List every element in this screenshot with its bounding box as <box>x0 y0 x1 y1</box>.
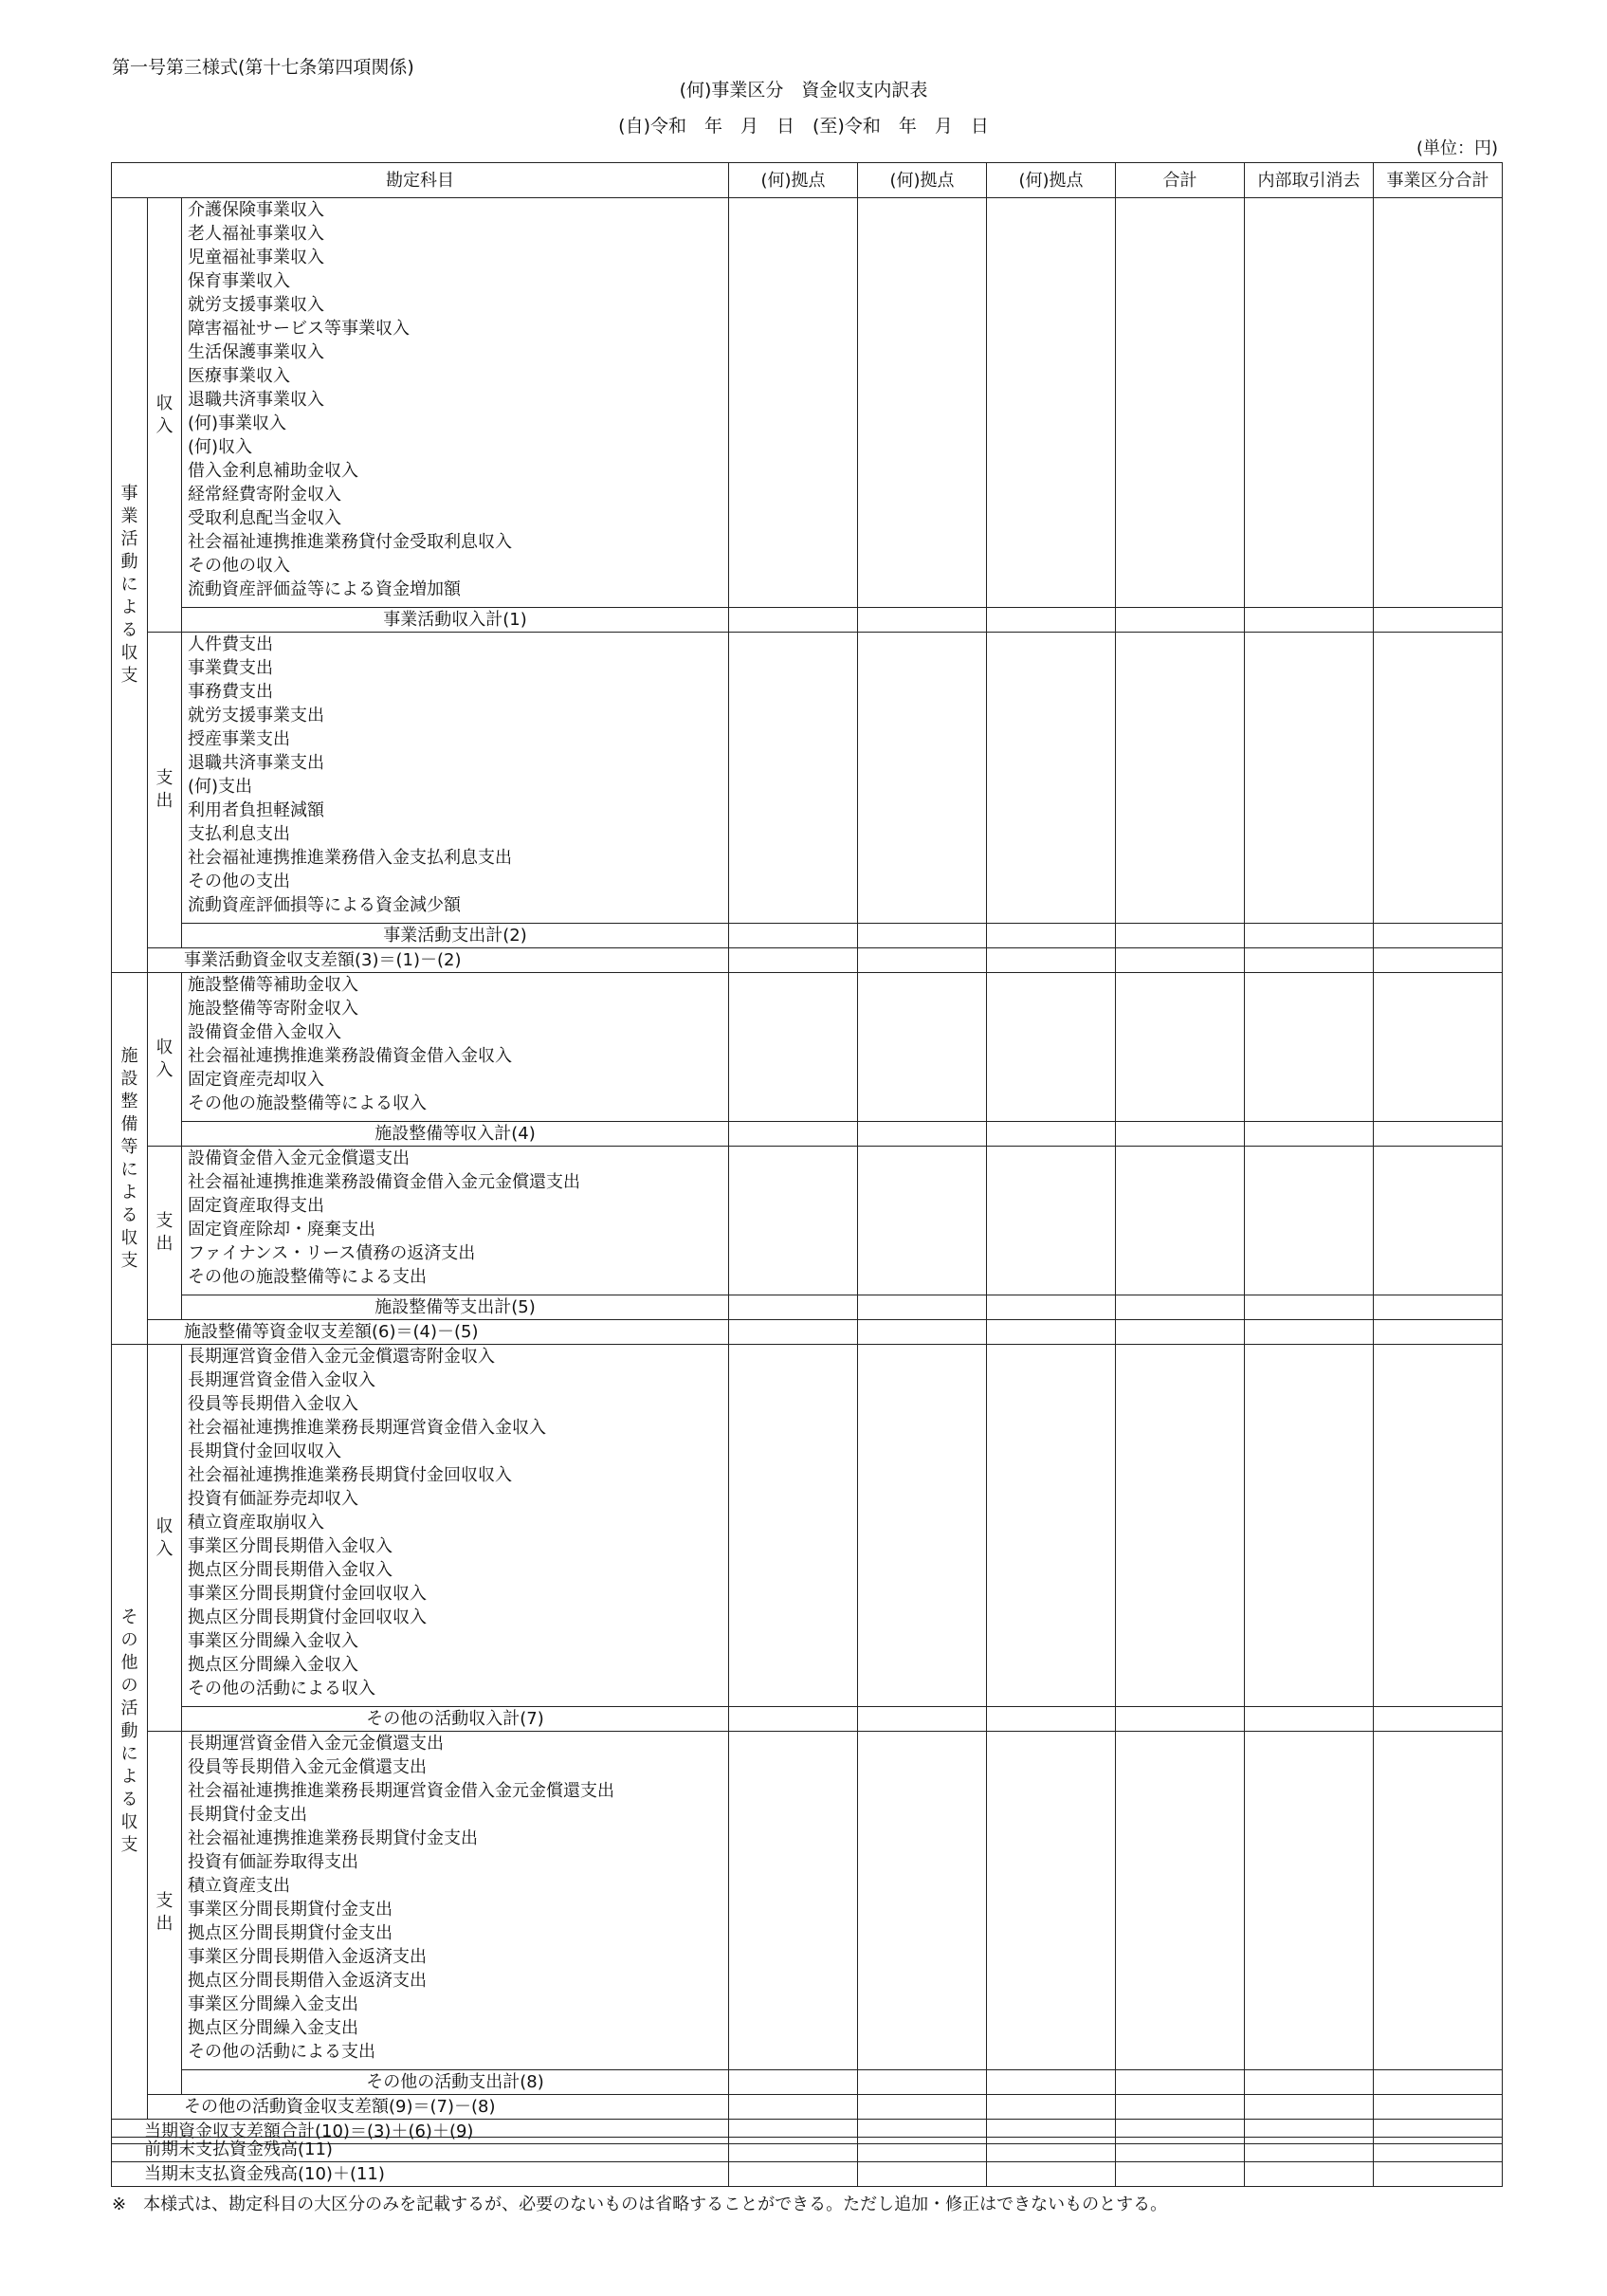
account-item: 事業区分間長期貸付金回収収入 <box>188 1584 427 1604</box>
account-item: 保育事業収入 <box>188 271 290 291</box>
amount-cell <box>858 1122 987 1147</box>
account-item: その他の収入 <box>188 556 290 576</box>
amount-cell <box>1245 633 1374 924</box>
amount-cell <box>729 948 858 973</box>
amount-cell <box>1374 973 1503 1122</box>
amount-cell <box>858 1345 987 1707</box>
subtotal-row <box>112 608 1503 633</box>
amount-cell <box>858 2070 987 2095</box>
account-item: 社会福祉連携推進業務長期運営資金借入金元金償還支出 <box>188 1781 614 1801</box>
amount-cell <box>729 2095 858 2120</box>
amount-cell <box>858 1707 987 1732</box>
expense-label: 支出 <box>148 633 182 948</box>
subtotal-row <box>112 2070 1503 2095</box>
account-item: 積立資産支出 <box>188 1876 290 1896</box>
amount-cell <box>729 1320 858 1345</box>
account-item: 事業区分間繰入金収入 <box>188 1631 358 1651</box>
amount-cell <box>1374 1122 1503 1147</box>
amount-cell <box>858 2162 987 2187</box>
amount-cell <box>1374 198 1503 608</box>
amount-cell <box>1374 924 1503 948</box>
amount-cell <box>858 1147 987 1295</box>
account-item: 事業区分間長期借入金収入 <box>188 1536 393 1556</box>
amount-cell <box>987 633 1116 924</box>
amount-cell <box>1374 1295 1503 1320</box>
unit-label: (単位：円) <box>1415 138 1498 158</box>
subtotal-row <box>112 1707 1503 1732</box>
amount-cell <box>858 198 987 608</box>
column-header-site-1: (何)拠点 <box>729 163 858 198</box>
amount-cell <box>1116 1122 1245 1147</box>
amount-cell <box>1245 608 1374 633</box>
account-item: その他の支出 <box>188 872 290 891</box>
account-item: 流動資産評価益等による資金増加額 <box>188 579 461 599</box>
balance-table <box>111 2137 1503 2187</box>
amount-cell <box>858 633 987 924</box>
column-header-total: 合計 <box>1116 163 1245 198</box>
expense-label: 支出 <box>148 1732 182 2095</box>
expense-label: 支出 <box>148 1147 182 1320</box>
column-header-division-total: 事業区分合計 <box>1374 163 1503 198</box>
subtotal-row <box>112 1122 1503 1147</box>
account-item: 固定資産除却・廃棄支出 <box>188 1220 375 1240</box>
account-item: 拠点区分間長期借入金返済支出 <box>188 1971 427 1991</box>
subtotal-label: 施設整備等支出計(5) <box>182 1295 729 1320</box>
amount-cell <box>987 1320 1116 1345</box>
account-item: その他の活動による収入 <box>188 1679 375 1699</box>
document-title: (何)事業区分 資金収支内訳表 <box>679 80 928 101</box>
account-item: 施設整備等寄附金収入 <box>188 999 358 1019</box>
amount-cell <box>858 2138 987 2162</box>
amount-cell <box>729 973 858 1122</box>
amount-cell <box>1116 608 1245 633</box>
amount-cell <box>1245 198 1374 608</box>
form-label: 第一号第三様式(第十七条第四項関係) <box>112 57 414 78</box>
amount-cell <box>1116 1295 1245 1320</box>
account-item: 役員等長期借入金収入 <box>188 1394 358 1414</box>
difference-label: 施設整備等資金収支差額(6)＝(4)－(5) <box>148 1320 729 1345</box>
income-label: 収入 <box>148 973 182 1147</box>
account-item: 社会福祉連携推進業務長期貸付金回収収入 <box>188 1465 512 1485</box>
amount-cell <box>858 1320 987 1345</box>
account-item: 人件費支出 <box>188 634 273 654</box>
amount-cell <box>987 1122 1116 1147</box>
expense-items <box>182 1732 729 2070</box>
income-items <box>182 198 729 608</box>
difference-row <box>112 1320 1503 1345</box>
account-item: 退職共済事業収入 <box>188 390 324 410</box>
amount-cell <box>858 608 987 633</box>
account-item: 授産事業支出 <box>188 729 290 749</box>
amount-cell <box>729 1707 858 1732</box>
amount-cell <box>987 924 1116 948</box>
amount-cell <box>1245 1707 1374 1732</box>
amount-cell <box>858 973 987 1122</box>
amount-cell <box>1374 2138 1503 2162</box>
amount-cell <box>1245 1147 1374 1295</box>
amount-cell <box>1374 608 1503 633</box>
column-header-elimination: 内部取引消去 <box>1245 163 1374 198</box>
account-item: その他の施設整備等による支出 <box>188 1267 427 1287</box>
amount-cell <box>1116 633 1245 924</box>
amount-cell <box>1245 1320 1374 1345</box>
amount-cell <box>1245 2138 1374 2162</box>
account-item: 投資有価証券取得支出 <box>188 1852 358 1872</box>
account-item: 長期運営資金借入金収入 <box>188 1370 375 1390</box>
account-item: 流動資産評価損等による資金減少額 <box>188 895 461 915</box>
subtotal-label: 施設整備等収入計(4) <box>182 1122 729 1147</box>
account-item: 拠点区分間長期貸付金回収収入 <box>188 1607 427 1627</box>
subtotal-label: 事業活動支出計(2) <box>182 924 729 948</box>
account-item: 事業区分間長期貸付金支出 <box>188 1900 393 1919</box>
income-items <box>182 1345 729 1707</box>
item-block-row <box>112 1345 1503 1707</box>
amount-cell <box>987 1295 1116 1320</box>
account-item: 事業区分間長期借入金返済支出 <box>188 1947 427 1967</box>
amount-cell <box>729 1122 858 1147</box>
section-label: 事業活動による収支 <box>112 198 148 973</box>
amount-cell <box>1245 1732 1374 2070</box>
account-item: 積立資産取崩収入 <box>188 1513 324 1533</box>
amount-cell <box>1245 2070 1374 2095</box>
account-item: 社会福祉連携推進業務長期運営資金借入金収入 <box>188 1418 546 1438</box>
amount-cell <box>729 1345 858 1707</box>
income-items <box>182 973 729 1122</box>
item-block-row <box>112 1147 1503 1295</box>
income-label: 収入 <box>148 198 182 633</box>
amount-cell <box>858 1732 987 2070</box>
amount-cell <box>1245 948 1374 973</box>
amount-cell <box>987 948 1116 973</box>
account-item: 社会福祉連携推進業務設備資金借入金元金償還支出 <box>188 1172 580 1192</box>
amount-cell <box>1245 1345 1374 1707</box>
amount-cell <box>1374 2095 1503 2120</box>
account-item: 介護保険事業収入 <box>188 200 324 220</box>
amount-cell <box>1116 198 1245 608</box>
account-item: 役員等長期借入金元金償還支出 <box>188 1757 427 1777</box>
amount-cell <box>1116 1320 1245 1345</box>
account-item: 医療事業収入 <box>188 366 290 386</box>
period-line: (自)令和 年 月 日 (至)令和 年 月 日 <box>618 116 989 137</box>
item-block-row <box>112 973 1503 1122</box>
amount-cell <box>987 1707 1116 1732</box>
balance-row <box>112 2162 1503 2187</box>
account-item: (何)事業収入 <box>188 413 287 433</box>
amount-cell <box>1245 1122 1374 1147</box>
amount-cell <box>1116 2070 1245 2095</box>
account-item: 児童福祉事業収入 <box>188 248 324 267</box>
account-item: 長期貸付金回収収入 <box>188 1442 341 1461</box>
amount-cell <box>1245 973 1374 1122</box>
amount-cell <box>729 1147 858 1295</box>
amount-cell <box>1116 948 1245 973</box>
account-item: 借入金利息補助金収入 <box>188 461 358 481</box>
amount-cell <box>1245 2162 1374 2187</box>
amount-cell <box>1116 1732 1245 2070</box>
amount-cell <box>1116 2138 1245 2162</box>
cash-flow-table <box>111 162 1503 2144</box>
account-item: 拠点区分間長期借入金収入 <box>188 1560 393 1580</box>
expense-items <box>182 1147 729 1295</box>
grand-total-label: 当期資金収支差額合計(10)＝(3)＋(6)＋(9) <box>112 2120 729 2144</box>
amount-cell <box>858 2095 987 2120</box>
subtotal-row <box>112 1295 1503 1320</box>
amount-cell <box>1374 1732 1503 2070</box>
amount-cell <box>987 1345 1116 1707</box>
account-item: 拠点区分間繰入金収入 <box>188 1655 358 1675</box>
account-item: 施設整備等補助金収入 <box>188 975 358 995</box>
account-item: 障害福祉サービス等事業収入 <box>188 319 410 339</box>
amount-cell <box>1245 2095 1374 2120</box>
item-block-row <box>112 633 1503 924</box>
amount-cell <box>987 2162 1116 2187</box>
account-item: 固定資産売却収入 <box>188 1070 324 1090</box>
amount-cell <box>729 198 858 608</box>
account-item: 拠点区分間長期貸付金支出 <box>188 1923 393 1943</box>
subtotal-row <box>112 924 1503 948</box>
account-item: 固定資産取得支出 <box>188 1196 324 1216</box>
account-item: その他の施設整備等による収入 <box>188 1093 427 1113</box>
account-item: (何)支出 <box>188 777 253 797</box>
amount-cell <box>729 608 858 633</box>
account-item: 長期運営資金借入金元金償還支出 <box>188 1734 444 1754</box>
account-item: 生活保護事業収入 <box>188 342 324 362</box>
amount-cell <box>987 2095 1116 2120</box>
amount-cell <box>729 2162 858 2187</box>
amount-cell <box>1374 2070 1503 2095</box>
column-header-account: 勘定科目 <box>112 163 729 198</box>
amount-cell <box>729 1295 858 1320</box>
amount-cell <box>729 924 858 948</box>
amount-cell <box>987 1147 1116 1295</box>
amount-cell <box>858 924 987 948</box>
amount-cell <box>729 1732 858 2070</box>
amount-cell <box>1374 948 1503 973</box>
account-item: 受取利息配当金収入 <box>188 508 341 528</box>
amount-cell <box>987 1732 1116 2070</box>
footnote: ※ 本様式は、勘定科目の大区分のみを記載するが、必要のないものは省略することができる。ただし追加・修正はできないものとする。 <box>112 2195 1168 2214</box>
subtotal-label: その他の活動収入計(7) <box>182 1707 729 1732</box>
amount-cell <box>1116 1147 1245 1295</box>
item-block-row <box>112 1732 1503 2070</box>
account-item: 社会福祉連携推進業務借入金支払利息支出 <box>188 848 512 868</box>
amount-cell <box>987 2070 1116 2095</box>
account-item: 老人福祉事業収入 <box>188 224 324 244</box>
account-item: 事務費支出 <box>188 682 273 702</box>
amount-cell <box>729 2138 858 2162</box>
difference-label: その他の活動資金収支差額(9)＝(7)－(8) <box>148 2095 729 2120</box>
account-item: 社会福祉連携推進業務設備資金借入金収入 <box>188 1046 512 1066</box>
account-item: 設備資金借入金元金償還支出 <box>188 1148 410 1168</box>
account-item: 社会福祉連携推進業務貸付金受取利息収入 <box>188 532 512 552</box>
account-item: 投資有価証券売却収入 <box>188 1489 358 1509</box>
amount-cell <box>1374 1320 1503 1345</box>
column-header-site-3: (何)拠点 <box>987 163 1116 198</box>
account-item: 支払利息支出 <box>188 824 290 844</box>
amount-cell <box>987 608 1116 633</box>
header-row <box>112 163 1503 198</box>
difference-row <box>112 948 1503 973</box>
amount-cell <box>987 198 1116 608</box>
amount-cell <box>987 973 1116 1122</box>
amount-cell <box>729 2070 858 2095</box>
account-item: 設備資金借入金収入 <box>188 1022 341 1042</box>
amount-cell <box>1116 2095 1245 2120</box>
amount-cell <box>729 633 858 924</box>
amount-cell <box>1116 2162 1245 2187</box>
amount-cell <box>1245 924 1374 948</box>
amount-cell <box>1374 1707 1503 1732</box>
account-item: 退職共済事業支出 <box>188 753 324 773</box>
amount-cell <box>1245 1295 1374 1320</box>
subtotal-label: 事業活動収入計(1) <box>182 608 729 633</box>
subtotal-label: その他の活動支出計(8) <box>182 2070 729 2095</box>
amount-cell <box>1116 1707 1245 1732</box>
amount-cell <box>1116 924 1245 948</box>
account-item: 事業費支出 <box>188 658 273 678</box>
column-header-site-2: (何)拠点 <box>858 163 987 198</box>
account-item: ファイナンス・リース債務の返済支出 <box>188 1243 476 1263</box>
account-item: 就労支援事業支出 <box>188 706 324 726</box>
amount-cell <box>1374 2162 1503 2187</box>
account-item: 事業区分間繰入金支出 <box>188 1994 358 2014</box>
account-item: 利用者負担軽減額 <box>188 800 324 820</box>
difference-row <box>112 2095 1503 2120</box>
amount-cell <box>1116 973 1245 1122</box>
amount-cell <box>987 2138 1116 2162</box>
balance-label: 当期末支払資金残高(10)＋(11) <box>112 2162 729 2187</box>
amount-cell <box>858 948 987 973</box>
balance-label: 前期末支払資金残高(11) <box>112 2138 729 2162</box>
income-label: 収入 <box>148 1345 182 1732</box>
difference-label: 事業活動資金収支差額(3)＝(1)－(2) <box>148 948 729 973</box>
amount-cell <box>1374 1147 1503 1295</box>
section-label: 施設整備等による収支 <box>112 973 148 1345</box>
account-item: (何)収入 <box>188 437 253 457</box>
account-item: 長期貸付金支出 <box>188 1805 307 1825</box>
account-item: 経常経費寄附金収入 <box>188 485 341 505</box>
amount-cell <box>858 1295 987 1320</box>
account-item: 就労支援事業収入 <box>188 295 324 315</box>
account-item: 社会福祉連携推進業務長期貸付金支出 <box>188 1828 478 1848</box>
amount-cell <box>1374 1345 1503 1707</box>
account-item: 拠点区分間繰入金支出 <box>188 2018 358 2038</box>
amount-cell <box>1116 1345 1245 1707</box>
balance-row <box>112 2138 1503 2162</box>
account-item: 長期運営資金借入金元金償還寄附金収入 <box>188 1347 495 1367</box>
account-item: その他の活動による支出 <box>188 2042 375 2062</box>
amount-cell <box>1374 633 1503 924</box>
section-label: その他の活動による収支 <box>112 1345 148 2120</box>
item-block-row <box>112 198 1503 608</box>
expense-items <box>182 633 729 924</box>
